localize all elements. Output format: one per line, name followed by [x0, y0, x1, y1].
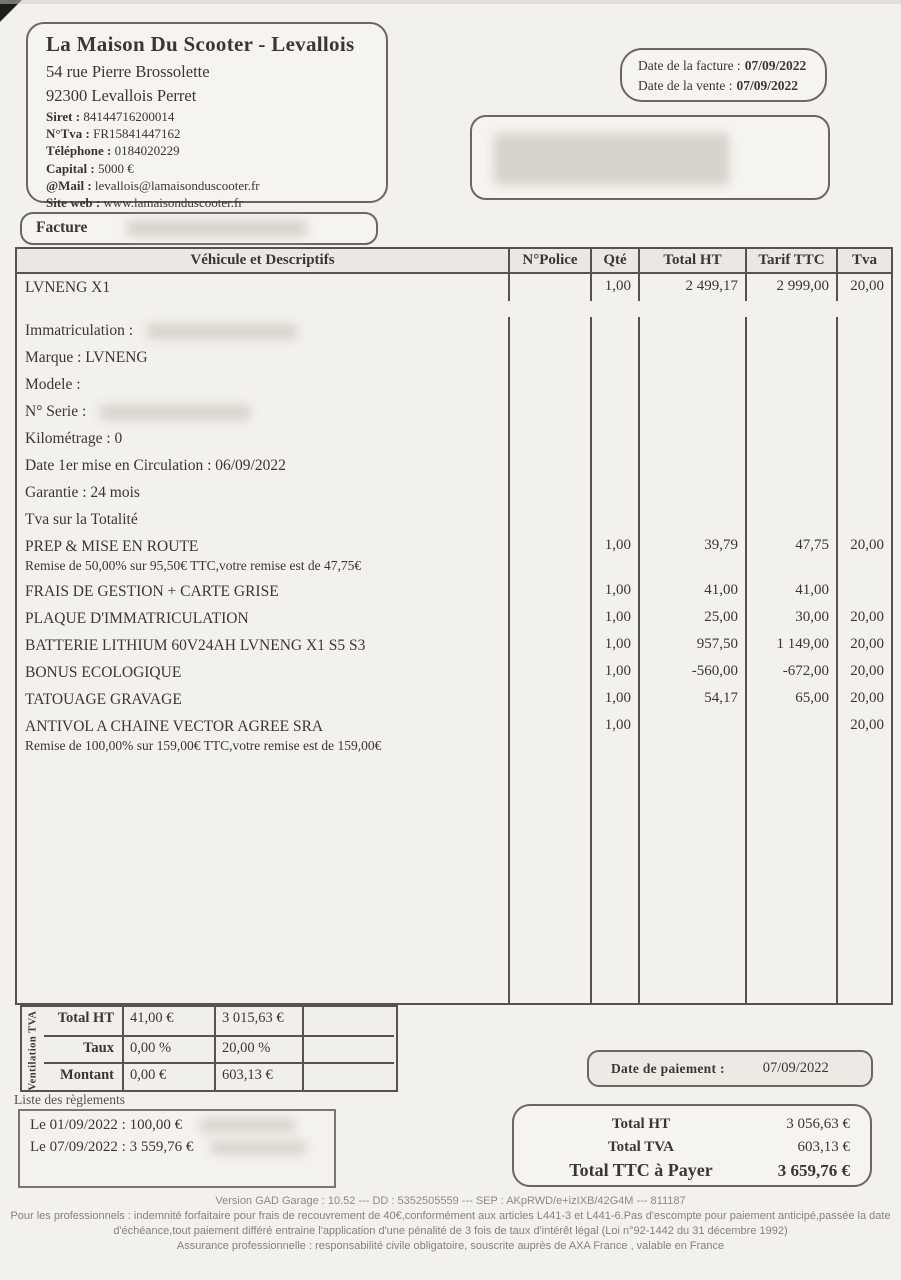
seller-siret-value: 84144716200014 — [83, 109, 175, 124]
item-qty-cell: 1,00 — [590, 713, 638, 758]
item-tva-cell: 20,00 — [836, 274, 891, 301]
item-tarif-ttc-cell: 41,00 — [745, 578, 836, 605]
item-description: PLAQUE D'IMMATRICULATION — [25, 610, 249, 627]
item-tva-cell — [836, 398, 891, 425]
item-description-cell — [17, 659, 508, 686]
item-qty-cell — [590, 506, 638, 533]
total-row — [526, 1113, 850, 1136]
ventilation-value-cell: 0,00 € — [122, 1062, 214, 1090]
seller-website — [46, 194, 370, 211]
total-value: 603,13 € — [797, 1139, 850, 1155]
header-qte: Qté — [590, 249, 638, 272]
item-tarif-ttc-cell — [745, 425, 836, 452]
seller-name: La Maison Du Scooter - Levallois — [46, 32, 355, 56]
invoice-table-body — [17, 274, 891, 758]
item-police-cell — [508, 452, 590, 479]
table-row — [17, 317, 891, 344]
item-total-ht-cell: 54,17 — [638, 686, 745, 713]
seller-email-value: levallois@lamaisonduscooter.fr — [94, 177, 260, 193]
item-description: FRAIS DE GESTION + CARTE GRISE — [25, 583, 279, 600]
ventilation-value-cell: 3 015,63 € — [214, 1007, 302, 1035]
item-tva-cell: 20,00 — [836, 533, 891, 578]
item-tarif-ttc-cell — [745, 398, 836, 425]
sale-date-label: Date de la vente : — [638, 78, 733, 93]
item-description: N° Serie : — [25, 403, 87, 420]
item-police-cell — [508, 479, 590, 506]
item-tva-cell — [836, 371, 891, 398]
item-total-ht-cell — [638, 371, 745, 398]
item-tva-cell — [836, 479, 891, 506]
item-tarif-ttc-cell: -672,00 — [745, 659, 836, 686]
item-police-cell — [508, 506, 590, 533]
table-row — [17, 452, 891, 479]
item-description-cell — [17, 344, 508, 371]
item-tva-cell: 20,00 — [836, 713, 891, 758]
payment-date-label: Date de paiement : — [611, 1060, 725, 1076]
customer-redacted-blur — [494, 133, 729, 185]
item-qty-cell — [590, 398, 638, 425]
item-tarif-ttc-cell: 2 999,00 — [745, 274, 836, 301]
item-description-cell — [17, 479, 508, 506]
table-row — [17, 274, 891, 301]
item-qty-cell — [590, 344, 638, 371]
table-row — [17, 659, 891, 686]
footer — [0, 1194, 901, 1254]
item-tarif-ttc-cell — [745, 713, 836, 758]
ventilation-value-cell — [302, 1007, 394, 1035]
item-description-cell — [17, 686, 508, 713]
table-row — [17, 632, 891, 659]
item-tarif-ttc-cell: 1 149,00 — [745, 632, 836, 659]
payment-redacted-blur — [200, 1119, 295, 1132]
item-police-cell — [508, 344, 590, 371]
item-tva-cell — [836, 317, 891, 344]
item-tarif-ttc-cell — [745, 479, 836, 506]
header-tarif-ttc: Tarif TTC — [745, 249, 836, 272]
table-row — [17, 605, 891, 632]
payment-redacted-blur — [211, 1141, 306, 1154]
payment-date-value: 07/09/2022 — [762, 1060, 829, 1076]
item-police-cell — [508, 659, 590, 686]
sale-date-value: 07/09/2022 — [736, 78, 798, 93]
ventilation-tva-table — [20, 1005, 398, 1092]
item-discount-note: Remise de 100,00% sur 159,00€ TTC,votre remise est de 159,00€ — [25, 738, 382, 753]
seller-email — [46, 177, 370, 194]
item-tva-cell: 20,00 — [836, 605, 891, 632]
item-tva-cell: 20,00 — [836, 686, 891, 713]
footer-legal-line-1: Pour les professionnels : indemnité forfaitaire pour frais de recouvrement de 40€,conformément aux articles L441-3 et L441-6.Pas d'escompte pour paiement anticipé,passée la date — [10, 1210, 891, 1222]
item-description: Immatriculation : — [25, 322, 134, 339]
item-police-cell — [508, 317, 590, 344]
item-tarif-ttc-cell — [745, 506, 836, 533]
item-qty-cell: 1,00 — [590, 605, 638, 632]
seller-capital-label: Capital : — [46, 160, 95, 176]
ventilation-grid — [44, 1007, 396, 1090]
item-police-cell — [508, 398, 590, 425]
item-description: ANTIVOL A CHAINE VECTOR AGREE SRA — [25, 718, 324, 735]
table-row — [17, 479, 891, 506]
ventilation-side-label: Ventilation TVA — [27, 1010, 39, 1091]
item-total-ht-cell — [638, 713, 745, 758]
table-filler-row — [17, 758, 891, 1003]
item-description: LVNENG X1 — [25, 279, 111, 296]
item-description-cell — [17, 632, 508, 659]
item-tva-cell: 20,00 — [836, 632, 891, 659]
item-description-cell — [17, 317, 508, 344]
ventilation-value-cell — [302, 1062, 394, 1090]
seller-tva — [46, 125, 370, 142]
ventilation-row-label: Montant — [44, 1062, 122, 1090]
ventilation-value-cell: 0,00 % — [122, 1035, 214, 1063]
facture-label: Facture — [36, 219, 88, 236]
footer-legal-line-2: d'échéance,tout paiement différé entraine l'application d'une pénalité de 3 fois de taux d'intérêt légal (Loi n°92-1442 du 31 décembre 1992) — [113, 1225, 788, 1237]
footer-insurance-line: Assurance professionnelle : responsabilité civile obligatoire, souscrite auprès de AXA France , valable en France — [176, 1240, 725, 1252]
scan-corner-artifact — [0, 0, 26, 30]
item-total-ht-cell — [638, 479, 745, 506]
item-qty-cell — [590, 425, 638, 452]
header-vehicule: Véhicule et Descriptifs — [190, 252, 335, 268]
invoice-items-table — [15, 247, 893, 1005]
item-qty-cell — [590, 317, 638, 344]
item-discount-note: Remise de 50,00% sur 95,50€ TTC,votre remise est de 47,75€ — [25, 558, 362, 573]
header-npolice: N°Police — [508, 249, 590, 272]
header-total-ht: Total HT — [638, 249, 745, 272]
item-tva-cell — [836, 425, 891, 452]
item-qty-cell: 1,00 — [590, 632, 638, 659]
item-tarif-ttc-cell — [745, 317, 836, 344]
seller-phone-value: 0184020229 — [114, 143, 180, 159]
item-description: BATTERIE LITHIUM 60V24AH LVNENG X1 S5 S3 — [25, 637, 366, 654]
table-row — [17, 425, 891, 452]
item-tarif-ttc-cell: 47,75 — [745, 533, 836, 578]
item-qty-cell: 1,00 — [590, 274, 638, 301]
item-description-cell — [17, 425, 508, 452]
redacted-blur — [147, 324, 297, 339]
item-description: Tva sur la Totalité — [25, 511, 138, 528]
payments-box — [18, 1109, 336, 1188]
item-qty-cell: 1,00 — [590, 686, 638, 713]
item-description: Date 1er mise en Circulation : 06/09/2022 — [25, 457, 286, 474]
ventilation-row-label: Total HT — [57, 1010, 114, 1026]
item-total-ht-cell: -560,00 — [638, 659, 745, 686]
item-total-ht-cell — [638, 425, 745, 452]
item-police-cell — [508, 686, 590, 713]
item-description: Garantie : 24 mois — [25, 484, 140, 501]
table-row — [17, 578, 891, 605]
item-police-cell — [508, 713, 590, 758]
seller-info-box — [26, 22, 388, 211]
item-police-cell — [508, 533, 590, 578]
redacted-blur — [100, 405, 250, 420]
table-row — [17, 686, 891, 713]
seller-address-line2: 92300 Levallois Perret — [46, 86, 197, 105]
invoice-date-row — [638, 56, 825, 76]
item-police-cell — [508, 425, 590, 452]
item-qty-cell — [590, 371, 638, 398]
seller-siret-label: Siret : — [46, 109, 81, 124]
item-description: Marque : LVNENG — [25, 349, 148, 366]
total-label: Total TTC à Payer — [569, 1160, 713, 1180]
item-description-cell — [17, 605, 508, 632]
item-description-cell — [17, 506, 508, 533]
sale-date-row — [638, 76, 825, 96]
seller-capital — [46, 160, 370, 177]
item-total-ht-cell — [638, 344, 745, 371]
header-tva: Tva — [836, 249, 891, 272]
table-row — [17, 533, 891, 578]
seller-phone — [46, 142, 370, 159]
totals-box — [512, 1104, 872, 1187]
item-qty-cell — [590, 452, 638, 479]
item-police-cell — [508, 371, 590, 398]
ventilation-side — [22, 1007, 44, 1090]
total-row — [526, 1159, 850, 1182]
total-value: 3 056,63 € — [786, 1116, 850, 1132]
payment-date-box — [587, 1050, 873, 1087]
item-total-ht-cell: 25,00 — [638, 605, 745, 632]
item-description-cell — [17, 274, 508, 301]
payment-line: Le 07/09/2022 : 3 559,76 € — [30, 1136, 324, 1158]
total-value: 3 659,76 € — [777, 1161, 850, 1180]
item-total-ht-cell: 41,00 — [638, 578, 745, 605]
table-row — [17, 344, 891, 371]
seller-email-label: @Mail : — [46, 177, 92, 193]
item-police-cell — [508, 274, 590, 301]
invoice-date-label: Date de la facture : — [638, 58, 741, 73]
item-tarif-ttc-cell — [745, 371, 836, 398]
item-description: Modele : — [25, 376, 81, 393]
payment-line: Le 01/09/2022 : 100,00 € — [30, 1114, 324, 1136]
item-description: BONUS ECOLOGIQUE — [25, 664, 182, 681]
seller-capital-value: 5000 € — [98, 160, 134, 176]
item-tva-cell — [836, 344, 891, 371]
invoice-date-value: 07/09/2022 — [744, 58, 807, 73]
item-description: TATOUAGE GRAVAGE — [25, 691, 182, 708]
scan-top-edge — [0, 0, 901, 4]
ventilation-value-cell: 20,00 % — [214, 1035, 302, 1063]
item-total-ht-cell: 2 499,17 — [638, 274, 745, 301]
item-tarif-ttc-cell — [745, 344, 836, 371]
item-total-ht-cell — [638, 398, 745, 425]
footer-version-line: Version GAD Garage : 10.52 --- DD : 5352505559 --- SEP : AKpRWD/e+izIXB/42G4M --- 811187 — [215, 1195, 686, 1207]
facture-box — [20, 212, 378, 245]
seller-info-lines — [46, 108, 370, 211]
item-tarif-ttc-cell: 65,00 — [745, 686, 836, 713]
item-description-cell — [17, 578, 508, 605]
item-description-cell — [17, 452, 508, 479]
ventilation-value-cell — [302, 1035, 394, 1063]
ventilation-row-label: Taux — [44, 1035, 122, 1063]
item-total-ht-cell: 957,50 — [638, 632, 745, 659]
item-police-cell — [508, 578, 590, 605]
item-tva-cell — [836, 506, 891, 533]
item-total-ht-cell — [638, 452, 745, 479]
table-row — [17, 371, 891, 398]
item-qty-cell: 1,00 — [590, 533, 638, 578]
seller-phone-label: Téléphone : — [46, 143, 112, 159]
item-qty-cell: 1,00 — [590, 578, 638, 605]
item-tva-cell — [836, 452, 891, 479]
invoice-dates-box — [620, 48, 827, 102]
seller-tva-label: N°Tva : — [46, 126, 90, 142]
item-description-cell — [17, 713, 508, 758]
item-qty-cell: 1,00 — [590, 659, 638, 686]
ventilation-value-cell: 603,13 € — [214, 1062, 302, 1090]
table-header-row — [17, 249, 891, 274]
item-description-cell — [17, 398, 508, 425]
item-tva-cell: 20,00 — [836, 659, 891, 686]
seller-tva-value: FR15841447162 — [93, 126, 181, 142]
total-label: Total HT — [611, 1116, 671, 1132]
seller-website-label: Site web : — [46, 195, 101, 211]
item-tva-cell — [836, 578, 891, 605]
item-tarif-ttc-cell: 30,00 — [745, 605, 836, 632]
item-description: Kilométrage : 0 — [25, 430, 123, 447]
item-description-cell — [17, 533, 508, 578]
item-total-ht-cell — [638, 317, 745, 344]
customer-box — [470, 115, 830, 200]
seller-address-line1: 54 rue Pierre Brossolette — [46, 62, 210, 81]
table-row — [17, 506, 891, 533]
item-tarif-ttc-cell — [745, 452, 836, 479]
table-row — [17, 713, 891, 758]
item-police-cell — [508, 632, 590, 659]
table-row — [17, 398, 891, 425]
payments-list-label: Liste des règlements — [14, 1092, 125, 1107]
item-total-ht-cell: 39,79 — [638, 533, 745, 578]
seller-website-value: www.lamaisonduscooter.fr — [103, 195, 243, 211]
total-label: Total TVA — [607, 1139, 674, 1155]
facture-number-redacted-blur — [127, 220, 307, 237]
item-description-cell — [17, 371, 508, 398]
item-qty-cell — [590, 479, 638, 506]
ventilation-value-cell: 41,00 € — [122, 1007, 214, 1035]
total-row — [526, 1136, 850, 1159]
item-police-cell — [508, 605, 590, 632]
seller-siret — [46, 108, 370, 125]
item-total-ht-cell — [638, 506, 745, 533]
item-description: PREP & MISE EN ROUTE — [25, 538, 199, 555]
